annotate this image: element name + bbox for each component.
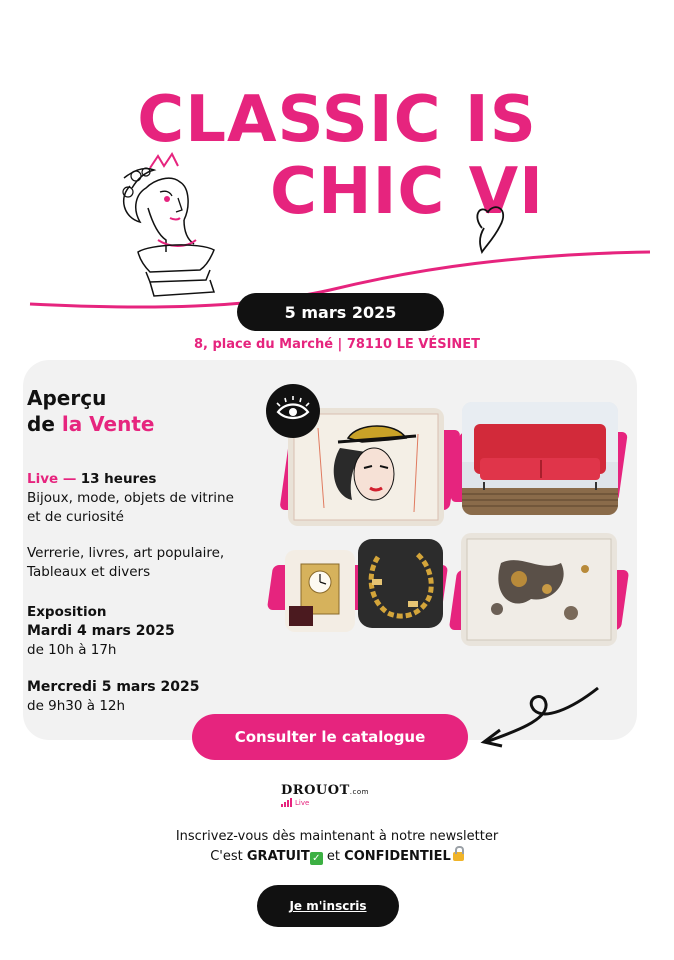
exposition-day-1: Mardi 4 mars 2025	[27, 623, 175, 639]
event-date-badge: 5 mars 2025	[237, 293, 444, 331]
curly-arrow-icon	[474, 680, 604, 752]
second-line-1: Verrerie, livres, art populaire,	[27, 545, 225, 561]
newsletter-signup-button[interactable]: Je m'inscris	[257, 885, 399, 927]
signal-bar	[287, 800, 289, 807]
event-address: 8, place du Marché | 78110 LE VÉSINET	[193, 337, 481, 352]
newsletter-and: et	[326, 849, 341, 864]
page-title-line-1: CLASSIC IS	[137, 83, 537, 157]
check-icon: ✓	[310, 852, 323, 865]
drouot-live-badge	[281, 798, 309, 807]
consult-catalog-button[interactable]: Consulter le catalogue	[192, 714, 468, 760]
live-line-1: Bijoux, mode, objets de vitrine	[27, 490, 234, 506]
drouot-logo[interactable]	[281, 783, 369, 798]
page-title-line-2: CHIC VI	[270, 155, 544, 229]
lock-icon	[453, 852, 464, 861]
exposition-label: Exposition	[27, 604, 107, 620]
live-line-2: et de curiosité	[27, 509, 124, 525]
preview-title-line-1: Aperçu	[27, 386, 107, 410]
second-line-2: Tableaux et divers	[27, 564, 151, 580]
signal-bar	[284, 802, 286, 807]
newsletter-free: GRATUIT	[246, 849, 310, 864]
newsletter-line-2	[0, 849, 674, 865]
clock-photo[interactable]	[285, 550, 355, 632]
newsletter-line-1: Inscrivez-vous dès maintenant à notre newsletter	[175, 829, 499, 844]
signal-bar	[290, 798, 292, 807]
drouot-brand: DROUOT	[281, 783, 350, 798]
exposition-day-2: Mercredi 5 mars 2025	[27, 679, 200, 695]
exposition-day-2-hours: de 9h30 à 12h	[27, 698, 126, 714]
classic-bust-illustration	[110, 148, 230, 303]
eye-icon	[266, 384, 320, 438]
abstract-artwork-photo[interactable]	[461, 533, 617, 646]
red-sofa-photo[interactable]	[462, 402, 618, 515]
newsletter-confidential: CONFIDENTIEL	[344, 849, 451, 864]
preview-title-la-vente: la Vente	[61, 412, 155, 436]
live-time: 13 heures	[80, 471, 157, 487]
necklace-photo[interactable]	[358, 539, 443, 628]
drouot-suffix: .com	[349, 788, 369, 796]
heart-doodle-icon	[460, 198, 520, 256]
live-heading	[27, 470, 156, 489]
preview-title-de: de	[27, 412, 55, 436]
live-label: Live —	[27, 471, 77, 487]
preview-title	[27, 385, 155, 437]
signal-bar	[281, 804, 283, 807]
newsletter-prefix: C'est	[210, 849, 243, 864]
exposition-day-1-hours: de 10h à 17h	[27, 642, 117, 658]
drouot-live-label: Live	[295, 799, 310, 807]
